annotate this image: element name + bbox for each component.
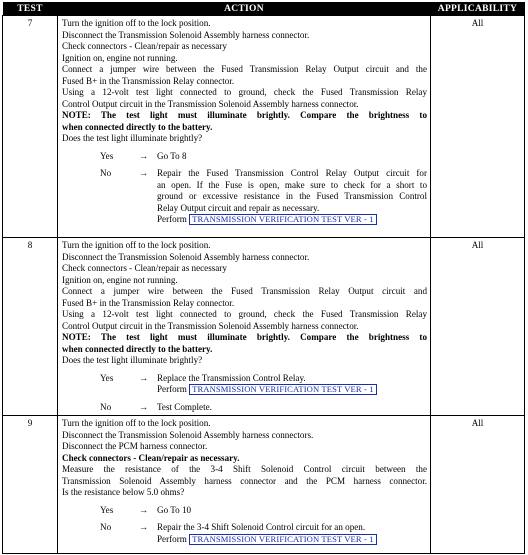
step: Ignition on, engine not running. [62,52,178,63]
no-branch [62,168,427,226]
applicability: All [431,416,525,554]
yes-branch [62,505,427,517]
table-header-row [3,2,525,16]
yes-text [153,373,427,396]
no-text-line: Repair the 3-4 Shift Solenoid Control circuit for an open. [157,522,366,532]
test-number: 9 [3,416,58,554]
applicability: All [431,16,525,238]
yes-text: Go To 10 [157,504,192,515]
step: Fused B+ in the Transmission Relay connector. [62,297,235,308]
no-text [153,522,427,545]
step: Ignition on, engine not running. [62,274,178,285]
test-action [58,238,431,416]
arrow-icon: → [139,168,149,178]
question: Does the test light illuminate brightly? [62,355,203,365]
no-text-line: Repair the Fused Transmission Control Relay Output circuit for [157,168,427,178]
step: Using a 12-volt test light connected to ground, check the Fused Transmission Relay [62,87,427,97]
step: Disconnect the Transmission Solenoid Assembly harness connector. [62,251,310,262]
step: Check connectors - Clean/repair as necessary [62,41,227,51]
arrow-icon: → [139,504,149,515]
no-text-line: Relay Output circuit and repair as necessary. [157,202,320,213]
note: NOTE: The test light must illuminate brightly. Compare the brightness to [62,332,427,342]
question: Is the resistance below 5.0 ohms? [62,487,185,497]
step: Control Output circuit in the Transmission Solenoid Assembly harness connector. [62,320,359,331]
step: Connect a jumper wire between the Fused Transmission Relay Output circuit and the [62,64,427,74]
step: Disconnect the Transmission Solenoid Assembly harness connector. [62,29,310,40]
yes-text-line: Replace the Transmission Control Relay. [157,372,306,383]
test-row-9 [3,416,525,554]
no-text-line: an open. If the Fuse is open, make sure to check for a short to [157,179,427,190]
verification-test-link[interactable]: TRANSMISSION VERIFICATION TEST VER - 1 [189,384,377,395]
step: Turn the ignition off to the lock position. [62,18,211,28]
header-applicability: APPLICABILITY [431,2,525,16]
step: Turn the ignition off to the lock position. [62,418,211,428]
test-row-7 [3,16,525,238]
arrow-icon: → [139,372,149,383]
header-action: ACTION [58,2,431,16]
note: NOTE: The test light must illuminate brightly. Compare the brightness to [62,110,427,120]
no-label: No [100,401,112,412]
note: when connected directly to the battery. [62,121,213,132]
applicability: All [431,238,525,416]
arrow-icon: → [139,401,149,412]
perform-label: Perform [157,533,187,544]
perform-line [157,214,427,226]
step: Check connectors - Clean/repair as necessary [62,263,227,273]
step: Connect a jumper wire between the Fused Transmission Relay Output circuit and [62,286,427,296]
no-text-line: ground or excessive resistance in the Fused Transmission Control [157,191,427,201]
yes-label: Yes [100,504,114,515]
verification-test-link[interactable]: TRANSMISSION VERIFICATION TEST VER - 1 [189,534,377,545]
check-connectors: Check connectors - Clean/repair as necessary. [62,452,240,463]
test-row-8 [3,238,525,416]
test-action [58,416,431,554]
header-test: TEST [3,2,58,16]
no-label: No [100,168,112,178]
step: Control Output circuit in the Transmission Solenoid Assembly harness connector. [62,98,359,109]
perform-label: Perform [157,384,187,394]
verification-test-link[interactable]: TRANSMISSION VERIFICATION TEST VER - 1 [189,214,377,225]
no-branch [62,522,427,545]
step: Fused B+ in the Transmission Relay connector. [62,75,235,86]
test-number: 7 [3,16,58,238]
perform-line [157,384,427,396]
test-number: 8 [3,238,58,416]
step: Disconnect the PCM harness connector. [62,441,208,451]
step: Using a 12-volt test light connected to ground, check the Fused Transmission Relay [62,309,427,319]
perform-label: Perform [157,214,187,224]
diagnostic-test-table [2,2,525,554]
no-branch [62,402,427,414]
yes-branch [62,373,427,396]
step: Disconnect the Transmission Solenoid Assembly harness connectors. [62,429,314,440]
test-action [58,16,431,238]
no-label: No [100,522,112,532]
arrow-icon: → [139,522,149,532]
yes-branch [62,151,427,163]
step: Transmission Solenoid Assembly harness connector and the PCM harness connector. [62,475,427,486]
yes-text: Go To 8 [157,150,187,161]
yes-label: Yes [100,150,114,161]
perform-line [157,534,427,546]
no-text [153,168,427,226]
yes-label: Yes [100,372,114,383]
step: Turn the ignition off to the lock position. [62,240,211,250]
step: Measure the resistance of the 3-4 Shift Solenoid Control circuit between the [62,464,427,474]
no-text: Test Complete. [157,401,212,412]
note: when connected directly to the battery. [62,343,213,354]
question: Does the test light illuminate brightly? [62,133,203,143]
arrow-icon: → [139,150,149,161]
